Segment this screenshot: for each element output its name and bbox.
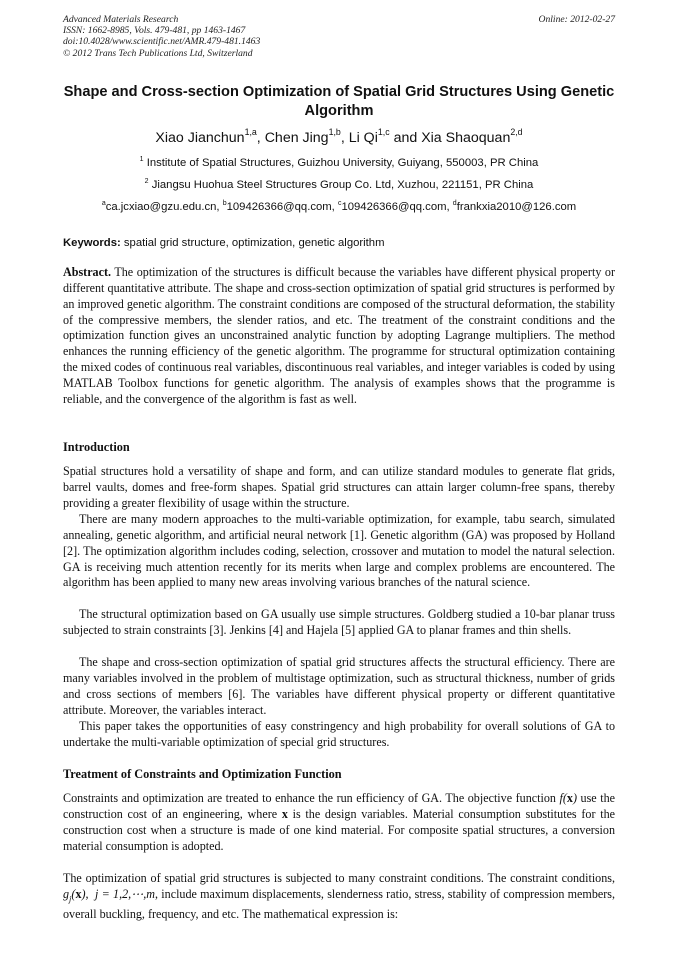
author-name: Li Qi — [348, 130, 378, 146]
affiliation-number: 1 — [139, 155, 144, 163]
objective-function-expression: f(x) — [559, 791, 577, 805]
email-sup: b — [222, 199, 227, 207]
treatment-paragraph-2 — [63, 871, 615, 923]
constraint-expression: $g_j(x)$, j = 1,2,⋯,m — [63, 886, 156, 904]
introduction-heading: Introduction — [63, 440, 130, 454]
intro-paragraph-3: The structural optimization based on GA usually use simple structures. Goldberg studied a 10-bar planar truss subjected to strain constraints [3]. Jenkins [4] and Hajela [5] applied GA to planar frames and thin shells. — [63, 607, 615, 637]
treatment-paragraph-1 — [63, 791, 615, 854]
design-variable-x: x — [281, 806, 288, 821]
author-sup: 1,b — [328, 127, 341, 138]
abstract-label: Abstract. — [63, 265, 112, 279]
author-sup: 1,c — [377, 127, 390, 138]
math-x: x — [566, 791, 573, 805]
author-sup: 2,d — [510, 127, 523, 138]
intro-paragraph-5: This paper takes the opportunities of easy constringency and high probability for overall solutions of GA to undertake the multi-variable optimization of special grid structures. — [63, 719, 615, 749]
email-sup: c — [337, 199, 342, 207]
affiliation-text: Jiangsu Huohua Steel Structures Group Co. Ltd, Xuzhou, 221151, PR China — [148, 179, 534, 191]
intro-paragraph-1: Spatial structures hold a versatility of shape and form, and can utilize standard modules to generate flat grids, barrel vaults, domes and free-form shapes. Spatial grid structures can attain larger column-free spans, thereby providing a greater flexibility of usage within the structure. — [63, 464, 615, 510]
text-run: The optimization of spatial grid structures is subjected to many constraint conditions. The constraint conditions, — [63, 871, 615, 885]
intro-paragraph-4: The shape and cross-section optimization of spatial grid structures affects the structural efficiency. There are many variables involved in the problem of multistage optimization, such as structural thickness, number of grids and cross sections of members [6]. The variables have different physical property or different quantitative attribute. Moreover, the variables interact. — [63, 655, 615, 717]
email-sep: , — [446, 201, 453, 213]
email-sep: , — [216, 201, 223, 213]
email-sup: d — [452, 199, 457, 207]
journal-header — [63, 14, 615, 59]
text-run: use the construction cost of an engineering, where — [63, 791, 615, 821]
keywords — [63, 236, 615, 250]
author-name: Chen Jing — [264, 130, 329, 146]
math-f: f — [559, 791, 563, 805]
text-run: , include maximum displacements, slenderness ratio, stress, stability of compression members, overall buckling, frequency, and etc. The mathematical expression is: — [63, 886, 615, 922]
author-sep: , — [340, 130, 349, 146]
online-date: Online: 2012-02-27 — [538, 14, 615, 25]
journal-name: Advanced Materials Research — [63, 14, 179, 25]
affiliation-text: Institute of Spatial Structures, Guizhou University, Guiyang, 550003, PR China — [143, 157, 539, 169]
text-run: Constraints and optimization are treated to enhance the run efficiency of GA. The objective function — [63, 791, 560, 805]
copyright-line: © 2012 Trans Tech Publications Ltd, Switzerland — [63, 47, 253, 59]
author-name: Xiao Jianchun — [155, 130, 245, 146]
math-g: g — [63, 886, 70, 901]
author-sep: , — [256, 130, 265, 146]
doi-line: doi:10.4028/www.scientific.net/AMR.479-481.1463 — [63, 36, 261, 48]
issn-line: ISSN: 1662-8985, Vols. 479-481, pp 1463-1467 — [63, 25, 246, 37]
text-run: is the design variables. Material consumption substitutes for the construction cost when a structure is made of one kind material. For composite spatial structures, a conversion material consumption is adopted. — [63, 806, 615, 853]
abstract — [63, 265, 615, 408]
email-link[interactable]: ca.jcxiao@gzu.edu.cn — [105, 201, 217, 213]
email-sup: a — [101, 199, 106, 207]
email-line — [40, 200, 638, 214]
email-link[interactable]: 109426366@qq.com — [341, 201, 447, 213]
abstract-text: The optimization of the structures is difficult because the variables have different physical property or different quantitative attribute. The shape and cross-section optimization of spatial grid structures is performed by an improved genetic algorithm. The constraint conditions are composed of the structural deformation, the stability of the compressive members, the slender ratios, and etc. The treatment of the constraint conditions and the optimization function gives an unconstrained analytic function by adopting Lagrange multipliers. The method enhances the running efficiency of the genetic algorithm. The programme for structural optimization containing the mixed codes of continuous real variables, discontinuous real variables, and integer variables is coded by using MATLAB Toolbox functions for genetic algorithm. The analysis of examples shows that the programme is reliable, and the convergence of the algorithm is fast as well. — [63, 265, 615, 406]
j-range: j = 1,2,⋯,m — [95, 886, 156, 901]
email-link[interactable]: 109426366@qq.com — [226, 201, 332, 213]
treatment-heading: Treatment of Constraints and Optimization Function — [63, 767, 342, 781]
keywords-text: spatial grid structure, optimization, genetic algorithm — [120, 237, 385, 249]
author-name: Xia Shaoquan — [421, 130, 511, 146]
math-x: x — [75, 886, 82, 901]
email-sep: , — [331, 201, 338, 213]
email-link[interactable]: frankxia2010@126.com — [456, 201, 577, 213]
author-sep: and — [389, 130, 422, 146]
author-sup: 1,a — [244, 127, 257, 138]
keywords-label: Keywords: — [63, 237, 121, 249]
author-line — [40, 129, 638, 147]
intro-paragraph-2: There are many modern approaches to the multi-variable optimization, for example, tabu search, simulated annealing, genetic algorithm, and artificial neural network [1]. Genetic algorithm (GA) was proposed by Holland [2]. The optimization algorithm includes coding, selection, crossover and mutation to model the natural selection. GA is receiving much attention recently for its merits when large and complex problems are encountered. The algorithm has been applied to many new areas involving various branches of the natural science. — [63, 512, 615, 590]
math-subscript-j: j — [69, 893, 72, 904]
affiliation-number: 2 — [144, 177, 149, 185]
affiliation-1 — [40, 156, 638, 170]
affiliation-2 — [40, 178, 638, 192]
paper-title: Shape and Cross-section Optimization of Spatial Grid Structures Using Genetic Algorithm — [63, 84, 615, 119]
